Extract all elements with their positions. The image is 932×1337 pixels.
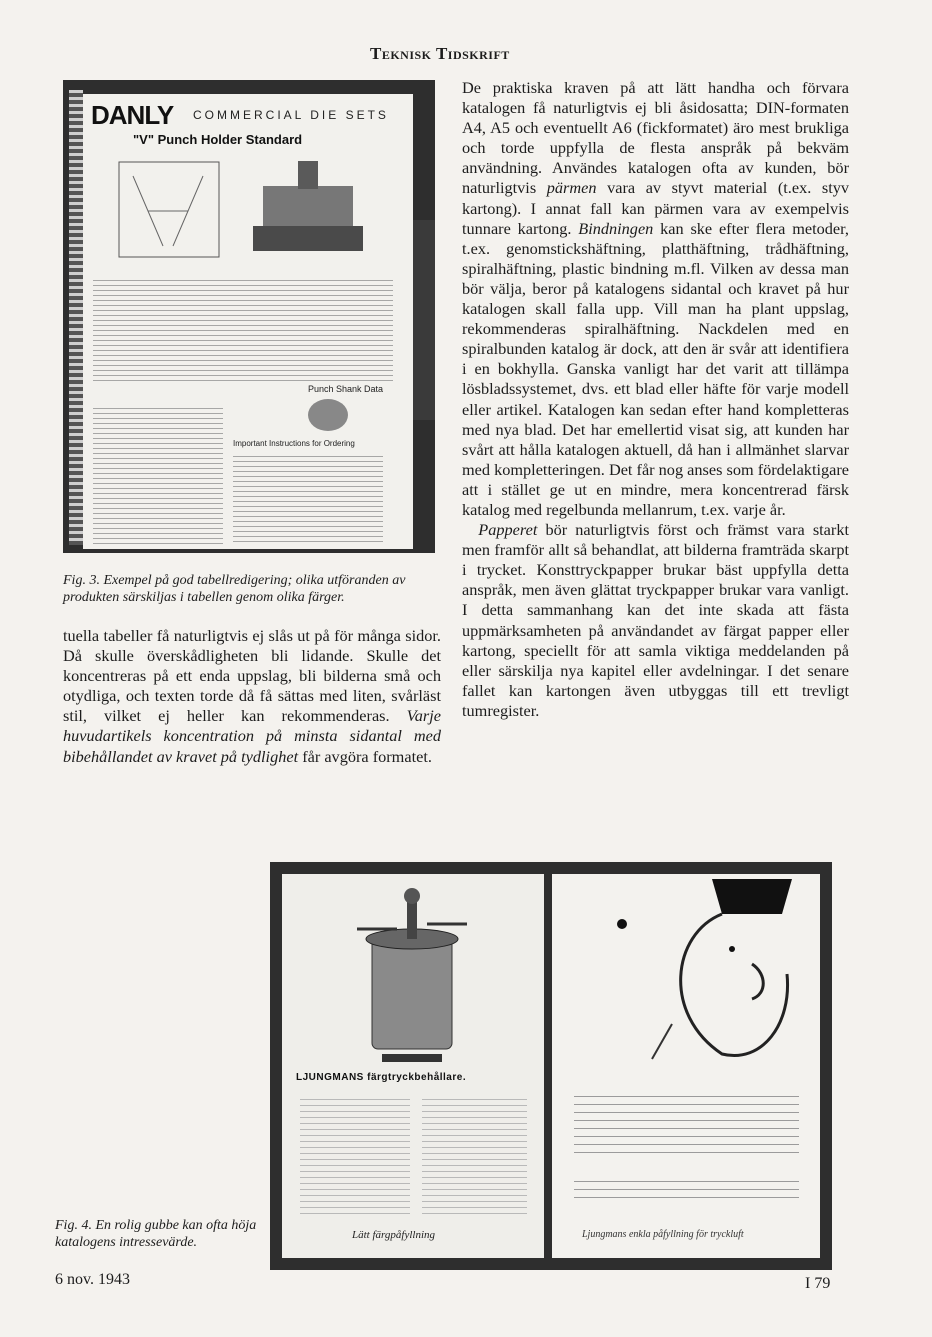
cartoon-man-drawing <box>592 874 812 1074</box>
ad-text-block-2 <box>574 1174 799 1204</box>
left-emphasis: Varje huvudartikels koncentration på minsta sidantal med bibehållandet av kravet på tydlighet <box>63 706 441 766</box>
masthead: Teknisk Tidskrift <box>370 44 510 63</box>
left-tail: får avgöra formatet. <box>302 746 432 766</box>
emphasis-bindningen: Bindningen <box>578 218 654 238</box>
catalog-title: "V" Punch Holder Standard <box>133 132 303 147</box>
product-description <box>300 1094 410 1214</box>
figure-4-image <box>270 862 832 1270</box>
product-specs <box>422 1094 527 1214</box>
figure-3-caption: Fig. 3. Exempel på god tabellredigering; olika utföranden av produkten särskiljas i tabellen genom olika färger. <box>63 573 406 605</box>
signature-left: Lätt färgpåfyllning <box>352 1229 436 1241</box>
general-dimensions-table <box>93 404 223 544</box>
product-heading: LJUNGMANS färgtryckbehållare. <box>296 1072 467 1083</box>
dimension-table <box>93 276 393 384</box>
emphasis-parmen: pärmen <box>546 178 597 198</box>
right-column-text <box>462 78 849 721</box>
right-paragraph-2: bör naturligtvis först och främst vara starkt men framför allt så behandlat, att bilderna framträda skarpt i trycket. Konsttryckpapper brukar bäst uppfylla detta anspråk, men även glättat tryckpapper brukar vara vanligt. I detta sammanhang kan det inte skada att fästa uppmärksamheten på användandet av färgat papper eller kartong, speciellt för att samla viktiga meddelanden på eller särskilja nya kapitel eller avdelningar. I det senare fallet kan kartongen även utbyggas till ett trevligt tumregister. <box>462 520 849 720</box>
see-discount-sheet-badge <box>308 399 348 431</box>
figure-3-image <box>63 80 435 553</box>
ad-text-block-1 <box>574 1089 799 1159</box>
footer-date: 6 nov. 1943 <box>55 1271 130 1288</box>
danly-logo: DANLY <box>91 100 174 130</box>
catalog-page <box>83 94 413 549</box>
figure-4-caption: Fig. 4. En rolig gubbe kan ofta höja katalogens intressevärde. <box>55 1218 257 1250</box>
left-paragraph: tuella tabeller få naturligtvis ej slås ut på för många sidor. Då skulle överskådligheten bli lidande. Skulle det koncentreras på ett enda uppslag, bli bilderna små och otydliga, och texten torde då få sättas med liten, svårläst stil, vilket ej heller kan rekommenderas. <box>63 626 441 726</box>
right-paragraph-1b: vara av styvt material (t.ex. styv kartong). I annat fall kan pärmen vara av exempelvis tunnare kartong. <box>462 178 850 238</box>
right-paragraph-1c: kan ske efter flera metoder, t.ex. genomstickshäftning, platthäftning, trådhäftning, spiralhäftning, plastic bindning m.fl. Vilken av dessa man bör välja, beror på katalogens sidantal och kravet på hur katalogen skall falla upp. Vill man ha plant uppslag, rekommenderas spiralhäftning. Nackdelen med en spiralbunden katalog är dock, att den är svår att identifiera i en bokhylla. Ganska vanligt har det varit att tillämpa lösbladssystemet, dvs. ett blad eller häfte för varje modell eller artikel. Katalogen kan sedan efter hand kompletteras med nya blad. Det har emellertid visat sig, att kunden har svårt att hålla katalogen aktuell, då han i allmänhet slarvar med kompletteringen. Det får nog anses som fördelaktigare att i stället ge ut en mindre, mera koncentrerad färsk katalog med regelbunda mellanrum, t.ex. varje år. <box>462 218 850 519</box>
emphasis-papperet: Papperet <box>478 520 538 540</box>
left-column-text <box>63 626 441 767</box>
spiral-binding <box>69 90 83 545</box>
paint-tank-illustration <box>337 884 487 1064</box>
index-tabs <box>413 220 435 420</box>
shank-data-heading: Punch Shank Data <box>308 384 384 394</box>
right-paragraph-1: De praktiska kraven på att lätt handha och förvara katalogen få naturligtvis ej bli åsidosatta; DIN-formaten A4, A5 och eventuellt A6 (fickformatet) äro mest brukliga och torde uppfylla de flesta anspråk på bekväm användning. Användes katalogen ofta av kunden, bör naturligtvis <box>462 78 849 198</box>
die-set-drawing <box>113 156 383 266</box>
signature-right: Ljungmans enkla påfyllning för tryckluft <box>582 1229 744 1240</box>
ordering-instructions-heading: Important Instructions for Ordering <box>233 439 355 448</box>
footer-page-number: I 79 <box>805 1275 831 1292</box>
catalog-spread-right <box>552 874 820 1258</box>
ordering-instructions <box>233 452 383 542</box>
catalog-series: COMMERCIAL DIE SETS <box>193 108 389 122</box>
catalog-spread-left <box>282 874 544 1258</box>
